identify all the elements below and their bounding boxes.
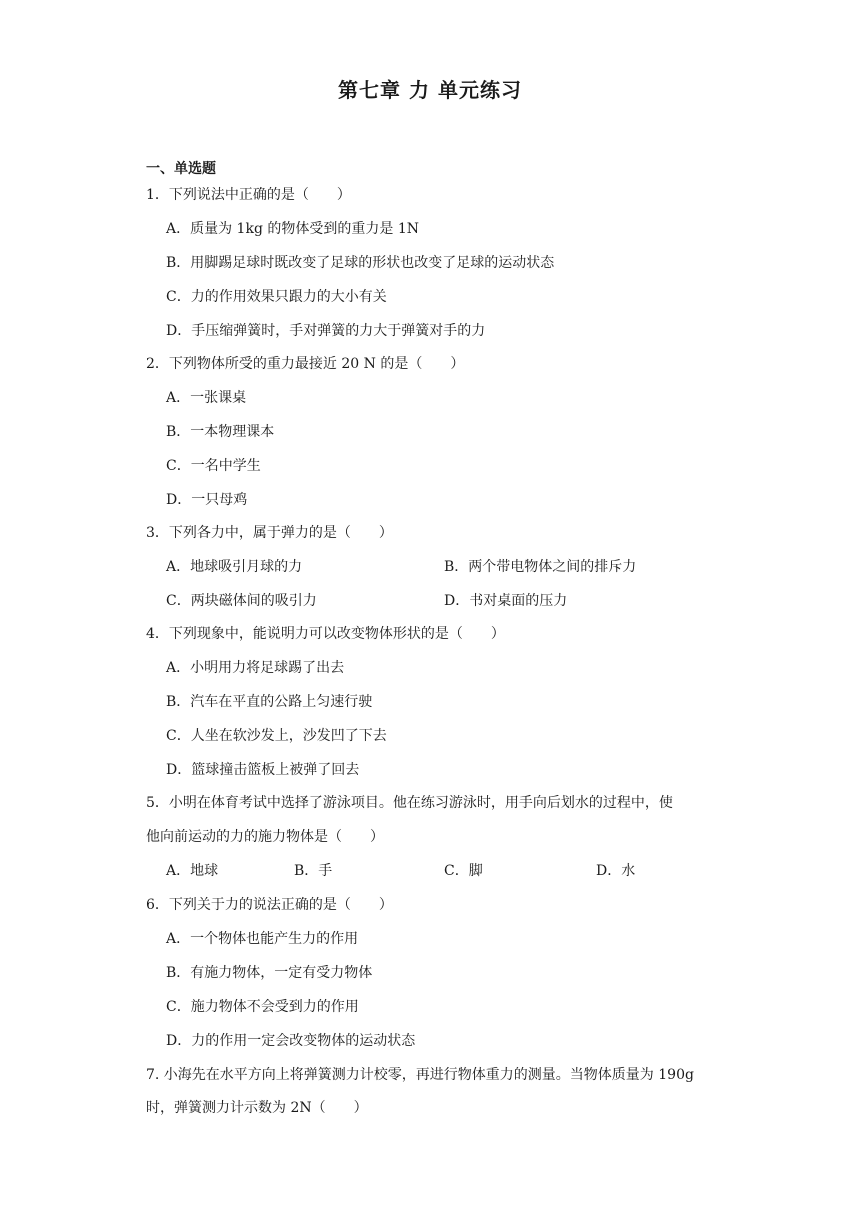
question-5-stem-line2: 他向前运动的力的施力物体是（ ） xyxy=(146,829,384,845)
question-5-stem-line1: 5．小明在体育考试中选择了游泳项目。他在练习游泳时，用手向后划水的过程中，使 xyxy=(146,795,673,811)
question-4-option-b: B．汽车在平直的公路上匀速行驶 xyxy=(166,694,373,710)
question-2-option-c: C．一名中学生 xyxy=(166,458,261,474)
question-6-option-b: B．有施力物体，一定有受力物体 xyxy=(166,965,373,981)
question-5-option-a: A．地球 xyxy=(166,863,219,879)
question-3-option-a: A．地球吸引月球的力 xyxy=(166,559,303,575)
question-6-option-a: A．一个物体也能产生力的作用 xyxy=(166,931,359,947)
question-7-stem-line1: 7. 小海先在水平方向上将弹簧测力计校零，再进行物体重力的测量。当物体质量为 190g xyxy=(146,1067,694,1083)
question-7-stem-line2: 时，弹簧测力计示数为 2N（ ） xyxy=(146,1100,368,1116)
question-1-option-a: A．质量为 1kg 的物体受到的重力是 1N xyxy=(166,221,419,237)
question-6-option-d: D．力的作用一定会改变物体的运动状态 xyxy=(166,1033,416,1049)
question-4-stem: 4．下列现象中，能说明力可以改变物体形状的是（ ） xyxy=(146,626,505,642)
question-4-option-d: D．篮球撞击篮板上被弹了回去 xyxy=(166,762,360,778)
question-5-option-d: D．水 xyxy=(596,863,636,879)
question-3-stem: 3．下列各力中，属于弹力的是（ ） xyxy=(146,525,393,541)
question-1-option-c: C．力的作用效果只跟力的大小有关 xyxy=(166,289,387,305)
question-4-option-a: A．小明用力将足球踢了出去 xyxy=(166,660,345,676)
question-5-option-b: B．手 xyxy=(294,863,333,879)
question-5-option-c: C．脚 xyxy=(444,863,483,879)
question-2-option-b: B．一本物理课本 xyxy=(166,424,275,440)
question-1-option-d: D．手压缩弹簧时，手对弹簧的力大于弹簧对手的力 xyxy=(166,323,486,339)
question-2-option-a: A．一张课桌 xyxy=(166,390,247,406)
question-4-option-c: C．人坐在软沙发上，沙发凹了下去 xyxy=(166,728,387,744)
question-3-option-b: B．两个带电物体之间的排斥力 xyxy=(444,559,637,575)
question-3-option-c: C．两块磁体间的吸引力 xyxy=(166,593,317,609)
question-1-stem: 1．下列说法中正确的是（ ） xyxy=(146,187,351,203)
section-heading: 一、单选题 xyxy=(146,161,216,177)
question-6-option-c: C．施力物体不会受到力的作用 xyxy=(166,999,359,1015)
question-6-stem: 6．下列关于力的说法正确的是（ ） xyxy=(146,897,393,913)
question-2-option-d: D．一只母鸡 xyxy=(166,492,248,508)
question-1-option-b: B．用脚踢足球时既改变了足球的形状也改变了足球的运动状态 xyxy=(166,255,555,271)
question-2-stem: 2．下列物体所受的重力最接近 20 N 的是（ ） xyxy=(146,356,465,372)
question-3-option-d: D．书对桌面的压力 xyxy=(444,593,568,609)
page-title: 第七章 力 单元练习 xyxy=(338,78,522,102)
